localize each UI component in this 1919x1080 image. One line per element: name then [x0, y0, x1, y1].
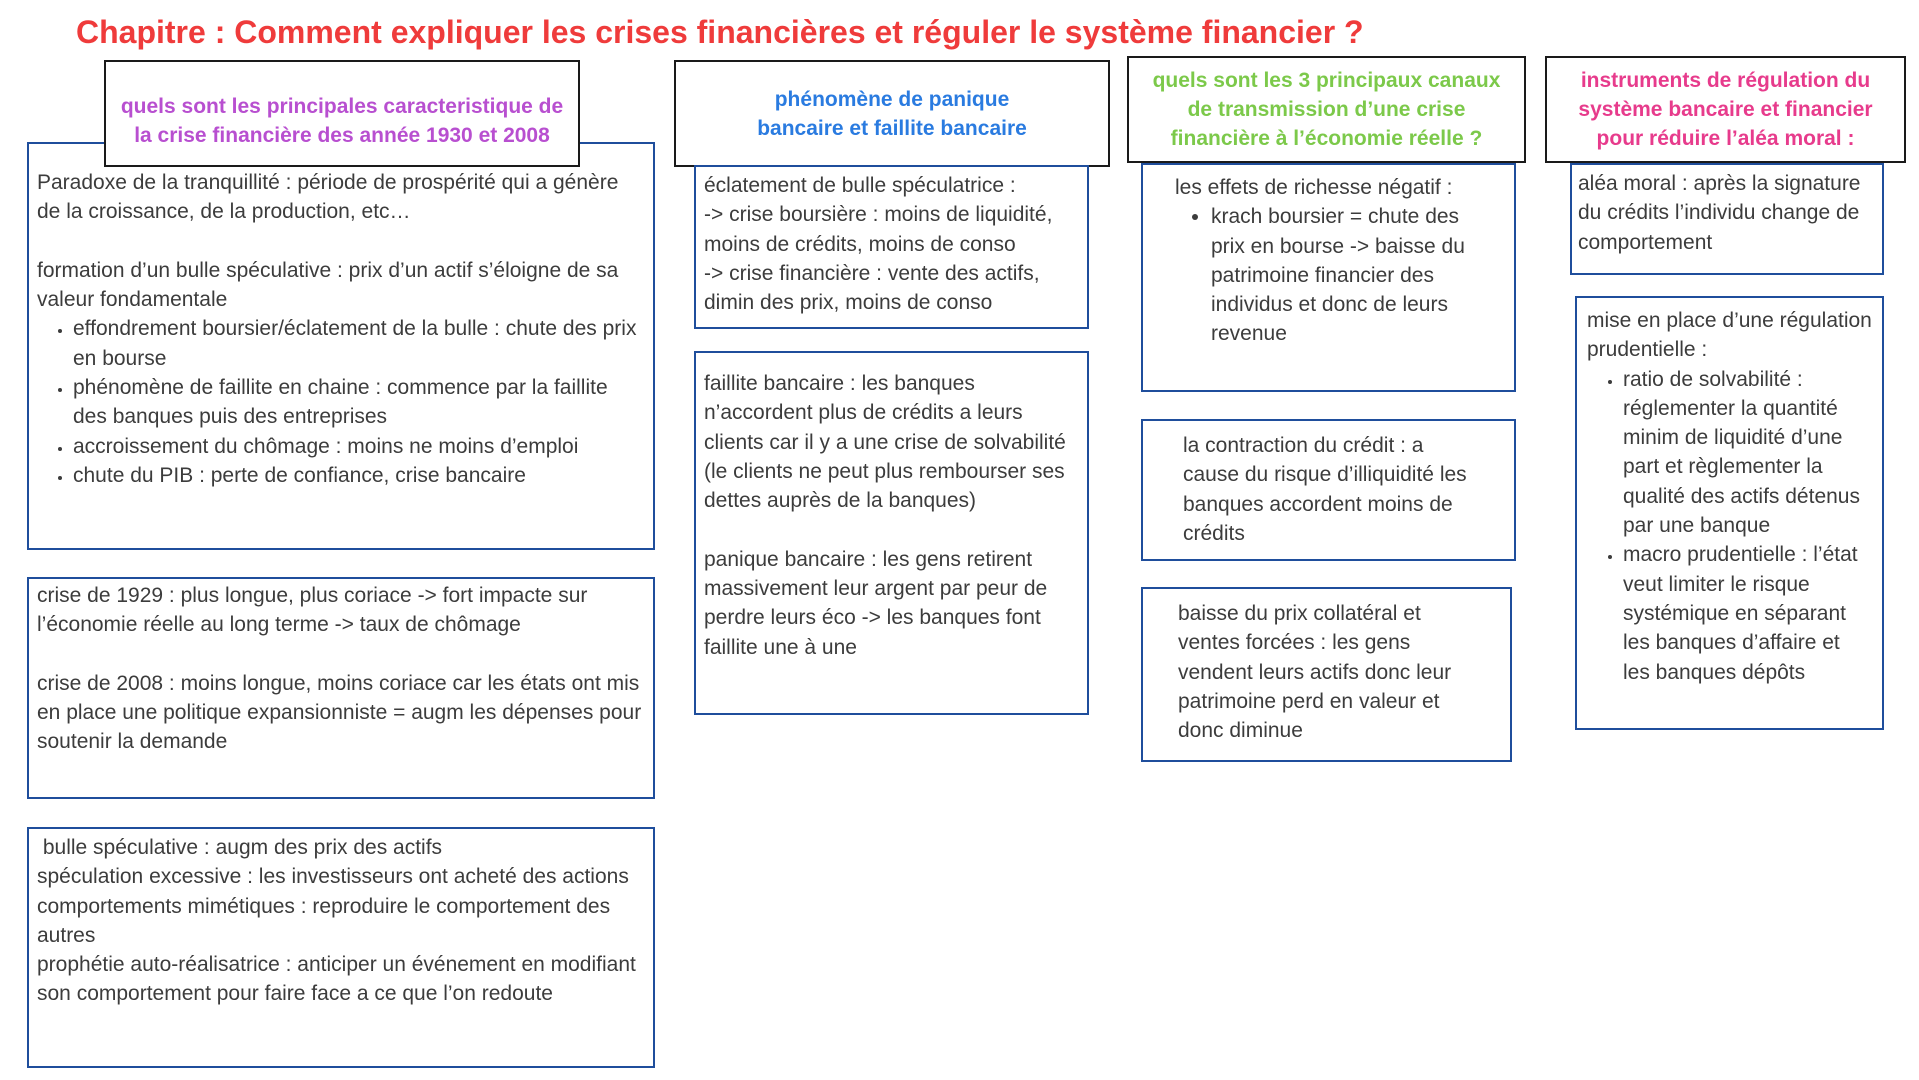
- page-title: Chapitre : Comment expliquer les crises financières et réguler le système financier ?: [76, 14, 1364, 50]
- box-eclatement-bulle: [694, 165, 1089, 329]
- column-header-4: [1545, 56, 1906, 163]
- list-item: • accroissement du chômage : moins ne moins d’emploi: [73, 432, 645, 461]
- box-line: la contraction du crédit : a cause du risque d’illiquidité les banques accordent moins de crédits: [1183, 434, 1467, 545]
- box-caracteristiques: [27, 142, 655, 550]
- box-line: panique bancaire : les gens retirent massivement leur argent par peur de perdre leurs éco -> les banques font faillite une à une: [704, 547, 1048, 659]
- box-line: formation d’un bulle spéculative : prix d’un actif s’éloigne de sa valeur fondamentale: [37, 258, 619, 312]
- box-effets-richesse: [1141, 163, 1516, 392]
- box-line: comportements mimétiques : reproduire le comportement des autres: [37, 894, 611, 947]
- box-contraction-credit: [1141, 419, 1516, 561]
- box-line: éclatement de bulle spéculatrice :: [704, 174, 1016, 197]
- column-header-3: [1127, 56, 1526, 163]
- box-faillite-panique: [694, 351, 1089, 715]
- list-item: • macro prudentielle : l’état veut limiter le risque systémique en séparant les banques d’affaire et les banques dépôts: [1623, 540, 1872, 686]
- box-baisse-collateral: [1141, 587, 1512, 762]
- box-line: -> crise boursière : moins de liquidité, moins de crédits, moins de conso: [704, 203, 1053, 256]
- box-line: spéculation excessive : les investisseurs ont acheté des actions: [37, 865, 629, 889]
- header-text: quels sont les 3 principaux canaux de transmission d’une crise financière à l’économie réelle ?: [1152, 69, 1501, 150]
- list-item: • chute du PIB : perte de confiance, crise bancaire: [73, 461, 645, 490]
- box-line: crise de 1929 : plus longue, plus coriace -> fort impacte sur l’économie réelle au long terme -> taux de chômage: [37, 584, 588, 637]
- box-line: aléa moral : après la signature du crédits l’individu change de comportement: [1578, 172, 1861, 254]
- box-line: mise en place d’une régulation prudentielle :: [1587, 309, 1872, 362]
- box-line: -> crise financière : vente des actifs, dimin des prix, moins de conso: [704, 261, 1040, 315]
- box-regulation-prudentielle: [1575, 296, 1884, 730]
- header-text: instruments de régulation du système bancaire et financier pour réduire l’aléa moral :: [1578, 69, 1873, 150]
- list-item: • effondrement boursier/éclatement de la bulle : chute des prix en bourse: [73, 314, 645, 373]
- box-bulle-speculative: [27, 827, 655, 1068]
- box-line: les effets de richesse négatif :: [1175, 176, 1453, 199]
- bullet-list: [1175, 202, 1484, 348]
- list-item: • phénomène de faillite en chaine : commence par la faillite des banques puis des entreprises: [73, 373, 645, 432]
- box-line: baisse du prix collatéral et ventes forcées : les gens vendent leurs actifs donc leur patrimoine perd en valeur et donc diminue: [1178, 602, 1452, 743]
- column-header-2: [674, 60, 1110, 167]
- box-line: crise de 2008 : moins longue, moins coriace car les états ont mis en place une politique expansionniste = augm les dépenses pour soutenir la demande: [37, 671, 642, 754]
- box-line: faillite bancaire : les banques n’accordent plus de crédits a leurs clients car il y a une crise de solvabilité (le clients ne peut plus rembourser ses dettes auprès de la banques): [704, 372, 1066, 513]
- bullet-list: [1587, 365, 1872, 687]
- box-alea-moral: [1570, 163, 1884, 275]
- list-item: • krach boursier = chute des prix en bourse -> baisse du patrimoine financier des individus et donc de leurs revenue: [1211, 202, 1484, 348]
- box-line: bulle spéculative : augm des prix des actifs: [37, 836, 443, 859]
- header-text: phénomène de panique bancaire et faillite bancaire: [757, 87, 1027, 140]
- box-crises-comparaison: [27, 577, 655, 799]
- box-line: prophétie auto-réalisatrice : anticiper un événement en modifiant son comportement pour faire face a ce que l’on redoute: [37, 953, 636, 1006]
- bullet-list: [37, 314, 645, 490]
- header-text: quels sont les principales caracteristique de la crise financière des année 1930 et 2008: [120, 94, 564, 147]
- box-line: Paradoxe de la tranquillité : période de prospérité qui a génère de la croissance, de la production, etc…: [37, 171, 619, 224]
- list-item: • ratio de solvabilité : réglementer la quantité minim de liquidité d’une part et règlementer la qualité des actifs détenus par une banque: [1623, 365, 1872, 541]
- column-header-1: [104, 60, 580, 167]
